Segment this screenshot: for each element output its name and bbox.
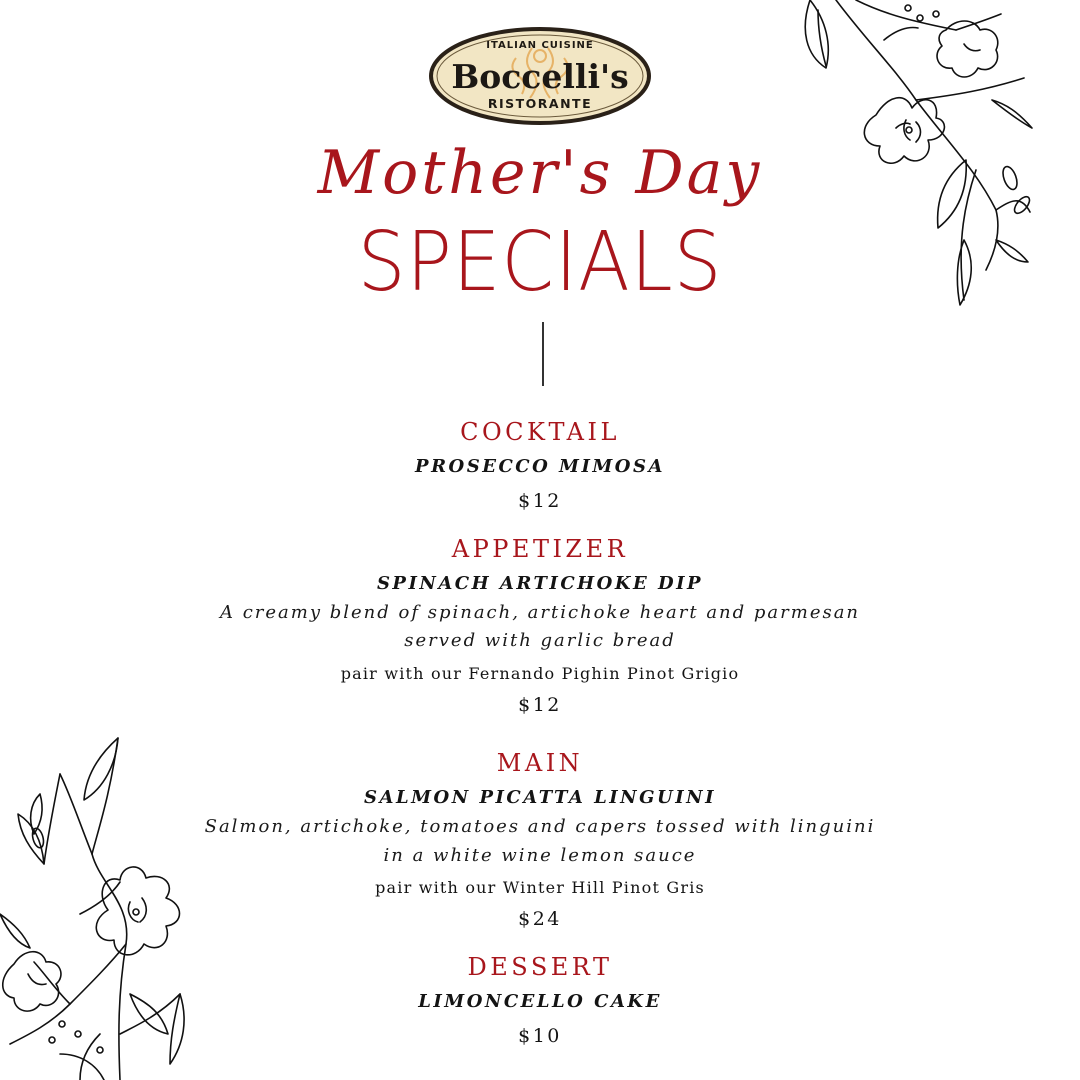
category-heading: DESSERT [467, 953, 613, 981]
wine-pairing: pair with our Fernando Pighin Pinot Grigio [340, 664, 740, 683]
menu-item-price: $12 [518, 694, 562, 716]
category-heading: MAIN [496, 749, 584, 777]
menu-item-description: Salmon, artichoke, tomatoes and capers tossed with linguini [204, 816, 876, 837]
logo-tagline: ITALIAN CUISINE [486, 40, 594, 51]
menu-item-name: LIMONCELLO CAKE [418, 991, 662, 1012]
menu-item-name: PROSECCO MIMOSA [415, 456, 665, 477]
floral-bottom-left-icon [0, 734, 200, 1080]
menu-item-description: served with garlic bread [404, 630, 676, 651]
menu-item-name: SPINACH ARTICHOKE DIP [376, 573, 704, 594]
category-heading: COCKTAIL [460, 418, 620, 446]
menu-item-price: $12 [518, 490, 562, 512]
script-heading: Mother's Day [317, 138, 763, 208]
logo-subtitle: RISTORANTE [487, 96, 593, 111]
wine-pairing: pair with our Winter Hill Pinot Gris [375, 878, 705, 897]
floral-top-right-icon [796, 0, 1040, 312]
category-heading: APPETIZER [451, 535, 629, 563]
vertical-divider [542, 322, 544, 386]
menu-item-description: in a white wine lemon sauce [383, 845, 697, 866]
menu-item-price: $10 [518, 1025, 562, 1047]
menu-item-name: SALMON PICATTA LINGUINI [364, 787, 716, 808]
restaurant-logo [428, 26, 652, 126]
page-title: SPECIALS [357, 215, 723, 310]
menu-item-price: $24 [518, 908, 562, 930]
menu-item-description: A creamy blend of spinach, artichoke heart and parmesan [219, 602, 861, 623]
logo-name: Boccelli's [451, 57, 629, 96]
